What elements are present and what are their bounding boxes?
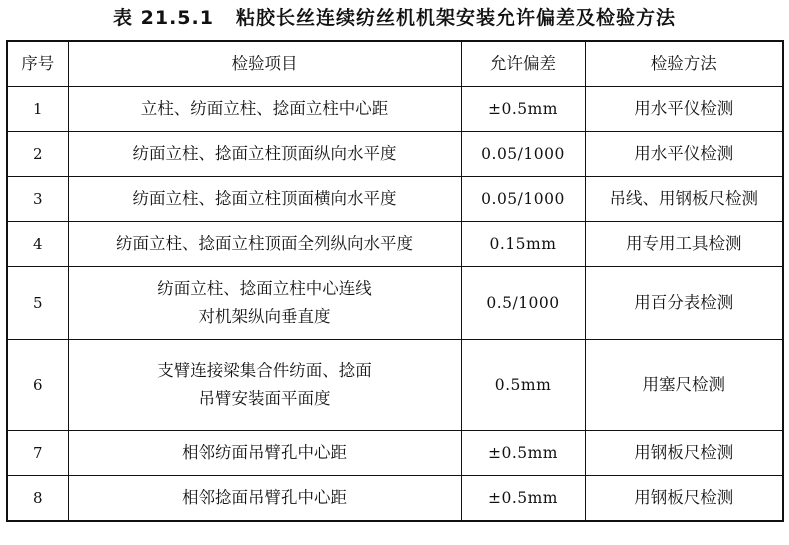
cell-item xyxy=(68,177,461,222)
table-row xyxy=(7,431,783,476)
header-row xyxy=(7,41,783,87)
item-line: 纺面立柱、捻面立柱顶面纵向水平度 xyxy=(132,144,397,163)
item-line: 相邻捻面吊臂孔中心距 xyxy=(182,488,347,507)
cell-method: 用塞尺检测 xyxy=(585,340,783,431)
item-line: 纺面立柱、捻面立柱中心连线 xyxy=(157,279,372,298)
item-line: 相邻纺面吊臂孔中心距 xyxy=(182,443,347,462)
cell-tolerance: 0.5/1000 xyxy=(461,267,585,340)
cell-item xyxy=(68,87,461,132)
cell-method: 吊线、用钢板尺检测 xyxy=(585,177,783,222)
item-line: 支臂连接梁集合件纺面、捻面 xyxy=(157,361,372,380)
header-tolerance: 允许偏差 xyxy=(461,41,585,87)
header-method: 检验方法 xyxy=(585,41,783,87)
cell-item xyxy=(68,476,461,522)
cell-tolerance: ±0.5mm xyxy=(461,87,585,132)
item-line: 纺面立柱、捻面立柱顶面全列纵向水平度 xyxy=(116,234,413,253)
cell-tolerance: 0.05/1000 xyxy=(461,132,585,177)
table-row xyxy=(7,177,783,222)
cell-item xyxy=(68,431,461,476)
cell-seq: 7 xyxy=(7,431,68,476)
cell-method: 用钢板尺检测 xyxy=(585,476,783,522)
cell-item xyxy=(68,132,461,177)
table-row xyxy=(7,222,783,267)
header-item: 检验项目 xyxy=(68,41,461,87)
cell-seq: 1 xyxy=(7,87,68,132)
cell-seq: 2 xyxy=(7,132,68,177)
table-row xyxy=(7,476,783,522)
table-row xyxy=(7,132,783,177)
cell-tolerance: ±0.5mm xyxy=(461,476,585,522)
cell-method: 用水平仪检测 xyxy=(585,87,783,132)
cell-seq: 6 xyxy=(7,340,68,431)
item-line: 对机架纵向垂直度 xyxy=(198,307,331,326)
table-row xyxy=(7,340,783,431)
cell-seq: 5 xyxy=(7,267,68,340)
table-row xyxy=(7,267,783,340)
cell-seq: 4 xyxy=(7,222,68,267)
cell-method: 用钢板尺检测 xyxy=(585,431,783,476)
cell-tolerance: 0.15mm xyxy=(461,222,585,267)
item-line: 纺面立柱、捻面立柱顶面横向水平度 xyxy=(132,189,397,208)
cell-method: 用专用工具检测 xyxy=(585,222,783,267)
table-row xyxy=(7,87,783,132)
cell-item xyxy=(68,340,461,431)
cell-item xyxy=(68,267,461,340)
header-seq: 序号 xyxy=(7,41,68,87)
cell-tolerance: 0.05/1000 xyxy=(461,177,585,222)
cell-tolerance: ±0.5mm xyxy=(461,431,585,476)
cell-seq: 3 xyxy=(7,177,68,222)
cell-method: 用百分表检测 xyxy=(585,267,783,340)
cell-seq: 8 xyxy=(7,476,68,522)
table-caption xyxy=(0,3,789,33)
tolerance-table xyxy=(6,40,784,522)
item-line: 吊臂安装面平面度 xyxy=(198,389,331,408)
table-title: 粘胶长丝连续纺丝机机架安装允许偏差及检验方法 xyxy=(235,7,676,29)
cell-method: 用水平仪检测 xyxy=(585,132,783,177)
cell-item xyxy=(68,222,461,267)
item-line: 立柱、纺面立柱、捻面立柱中心距 xyxy=(140,99,389,118)
cell-tolerance: 0.5mm xyxy=(461,340,585,431)
table-number: 表 21.5.1 xyxy=(113,7,214,29)
